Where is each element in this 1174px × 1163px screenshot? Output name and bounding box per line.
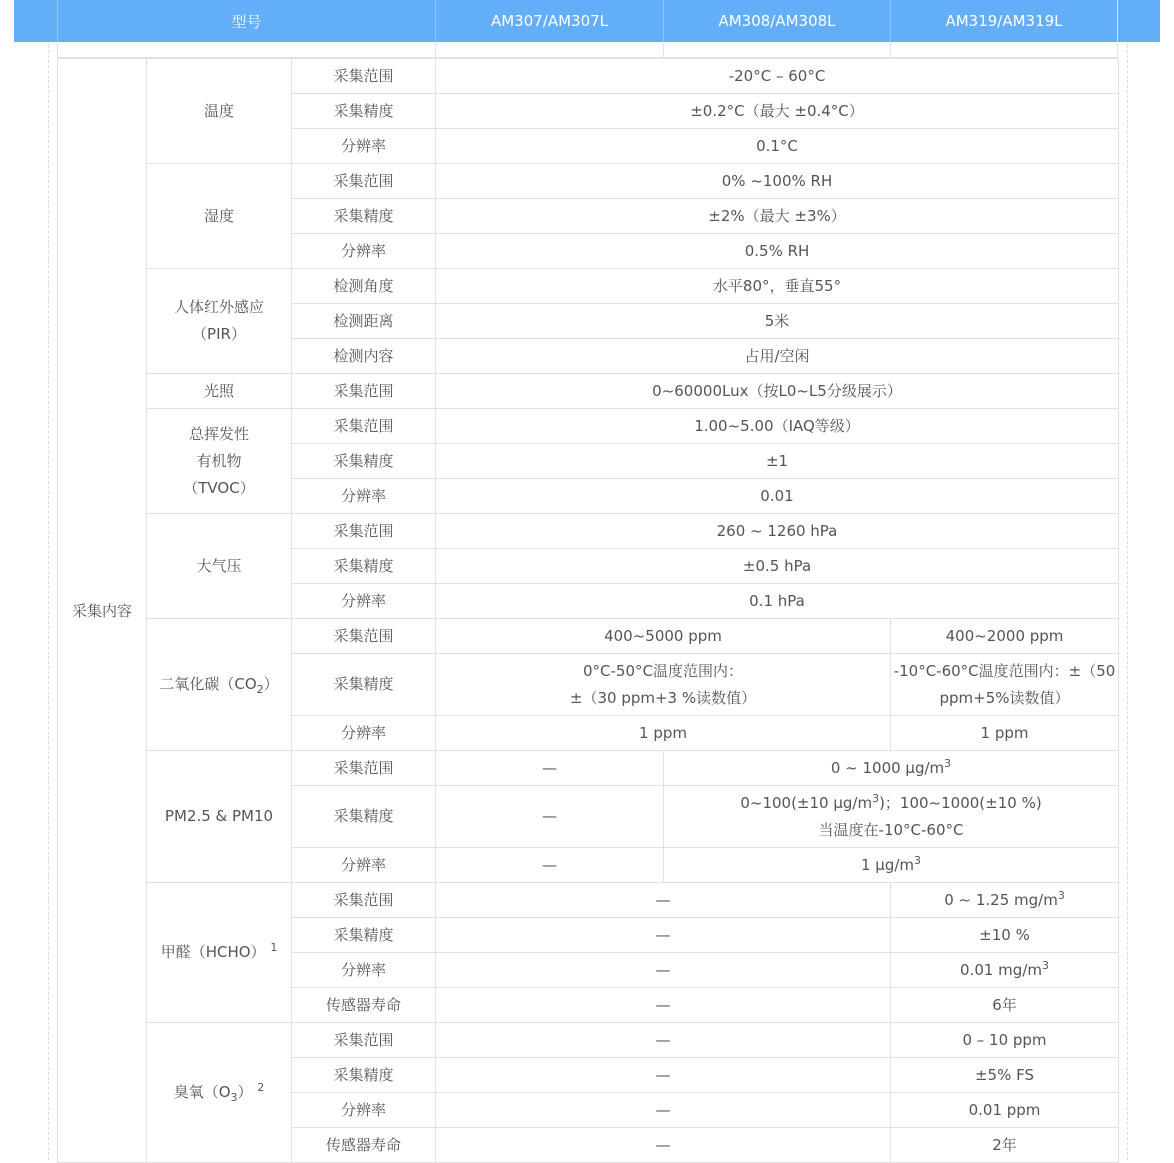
group-name-part: ） — [237, 1083, 253, 1101]
table-row — [58, 164, 1119, 199]
param-cell: 采集精度 — [292, 1058, 436, 1093]
table-row — [58, 269, 1119, 304]
value-cell: 1 ppm — [891, 716, 1119, 751]
model-am308-header: AM308/AM308L — [663, 0, 890, 42]
superscript: 3 — [1041, 958, 1049, 972]
value-cell: 400~5000 ppm — [436, 619, 891, 654]
group-o3 — [147, 1023, 292, 1163]
group-light: 光照 — [147, 374, 292, 409]
group-name-line: （PIR） — [192, 325, 246, 343]
param-cell: 采集范围 — [292, 409, 436, 444]
param-cell: 传感器寿命 — [292, 1128, 436, 1163]
value-cell: — — [436, 786, 664, 848]
value-cell — [891, 654, 1119, 716]
subscript: 3 — [230, 1091, 238, 1104]
value-cell — [664, 786, 1119, 848]
header-spacer-cell — [57, 42, 435, 58]
param-cell: 分辨率 — [292, 234, 436, 269]
header-spacer-cell — [435, 42, 663, 58]
value-cell: — — [436, 1093, 891, 1128]
footnote-marker: 1 — [270, 941, 278, 954]
value-line: 0°C-50°C温度范围内： — [583, 661, 743, 680]
value-cell: 0 – 10 ppm — [891, 1023, 1119, 1058]
table-row — [58, 409, 1119, 444]
param-cell: 采集范围 — [292, 1023, 436, 1058]
table-row — [58, 374, 1119, 409]
superscript: 3 — [944, 756, 952, 770]
value-part: 0~100(±10 μg/m — [740, 793, 873, 812]
value-part: 1 μg/m — [860, 855, 915, 874]
param-cell: 采集范围 — [292, 751, 436, 786]
value-cell — [891, 953, 1119, 988]
footnote-marker: 2 — [257, 1081, 265, 1094]
param-cell: 分辨率 — [292, 848, 436, 883]
param-cell: 分辨率 — [292, 716, 436, 751]
value-cell — [436, 654, 891, 716]
value-cell — [891, 883, 1119, 918]
value-cell — [664, 751, 1119, 786]
value-cell: 260 ~ 1260 hPa — [436, 514, 1119, 549]
group-pressure: 大气压 — [147, 514, 292, 619]
value-part: 0.01 mg/m — [960, 960, 1042, 979]
param-cell: 检测内容 — [292, 339, 436, 374]
table-row — [58, 59, 1119, 94]
value-cell: — — [436, 1128, 891, 1163]
value-cell: ±1 — [436, 444, 1119, 479]
value-cell: — — [436, 1058, 891, 1093]
right-guide-line — [1127, 0, 1128, 1160]
param-cell: 分辨率 — [292, 584, 436, 619]
value-cell: 水平80°，垂直55° — [436, 269, 1119, 304]
param-cell: 采集范围 — [292, 514, 436, 549]
section-label: 采集内容 — [58, 59, 147, 1163]
param-cell: 分辨率 — [292, 1093, 436, 1128]
param-cell: 采集精度 — [292, 654, 436, 716]
value-cell: — — [436, 848, 664, 883]
header-spacer-cell — [890, 42, 1117, 58]
value-line: ppm+5%读数值） — [939, 688, 1070, 707]
value-cell: ±2%（最大 ±3%） — [436, 199, 1119, 234]
table-row — [58, 514, 1119, 549]
value-part: 0 ~ 1.25 mg/m — [944, 890, 1058, 909]
group-temperature: 温度 — [147, 59, 292, 164]
param-cell: 采集精度 — [292, 444, 436, 479]
header-spacer-cell — [663, 42, 890, 58]
value-cell: 0.01 ppm — [891, 1093, 1119, 1128]
value-cell: 0.1 hPa — [436, 584, 1119, 619]
param-cell: 采集范围 — [292, 619, 436, 654]
table-row — [58, 751, 1119, 786]
param-cell: 采集精度 — [292, 549, 436, 584]
value-cell: 400~2000 ppm — [891, 619, 1119, 654]
value-cell: ±0.2°C（最大 ±0.4°C） — [436, 94, 1119, 129]
group-name-part: ） — [263, 675, 279, 693]
param-cell: 采集精度 — [292, 199, 436, 234]
param-cell: 采集范围 — [292, 59, 436, 94]
param-cell: 采集精度 — [292, 786, 436, 848]
left-guide-line — [48, 0, 49, 1160]
param-cell: 采集范围 — [292, 374, 436, 409]
value-cell: 2年 — [891, 1128, 1119, 1163]
value-cell: 1.00~5.00（IAQ等级） — [436, 409, 1119, 444]
param-cell: 采集精度 — [292, 94, 436, 129]
value-cell: 1 ppm — [436, 716, 891, 751]
table-header — [57, 0, 1118, 58]
group-name-line: （TVOC） — [183, 478, 255, 497]
group-name-part: 甲醛（HCHO） — [160, 943, 266, 961]
param-cell: 采集范围 — [292, 164, 436, 199]
value-cell: — — [436, 1023, 891, 1058]
value-line: ±（30 ppm+3 %读数值） — [569, 688, 757, 707]
value-cell: — — [436, 988, 891, 1023]
table-row — [58, 883, 1119, 918]
param-cell: 采集范围 — [292, 883, 436, 918]
value-cell: ±10 % — [891, 918, 1119, 953]
value-cell: — — [436, 953, 891, 988]
value-cell: 占用/空闲 — [436, 339, 1119, 374]
value-cell: -20°C – 60°C — [436, 59, 1119, 94]
group-humidity: 湿度 — [147, 164, 292, 269]
superscript: 3 — [914, 853, 922, 867]
param-cell: 检测角度 — [292, 269, 436, 304]
group-hcho — [147, 883, 292, 1023]
group-co2 — [147, 619, 292, 751]
model-am307-header: AM307/AM307L — [435, 0, 663, 42]
value-cell: ±5% FS — [891, 1058, 1119, 1093]
value-cell: — — [436, 883, 891, 918]
value-part: 0 ~ 1000 μg/m — [830, 758, 945, 777]
value-cell: 6年 — [891, 988, 1119, 1023]
group-name-line: 有机物 — [196, 451, 242, 470]
value-cell: 0% ~100% RH — [436, 164, 1119, 199]
value-cell: 0.01 — [436, 479, 1119, 514]
group-name-part: 二氧化碳（CO — [159, 675, 257, 693]
value-line: 当温度在-10°C-60°C — [818, 820, 964, 839]
value-cell: 0.1°C — [436, 129, 1119, 164]
group-name-line: 总挥发性 — [188, 424, 249, 443]
value-line: -10°C-60°C温度范围内：±（50 — [893, 661, 1116, 680]
param-cell: 分辨率 — [292, 129, 436, 164]
value-cell — [664, 848, 1119, 883]
subscript: 2 — [256, 683, 264, 696]
group-tvoc — [147, 409, 292, 514]
table-row — [58, 1023, 1119, 1058]
model-label-header: 型号 — [57, 0, 435, 42]
value-part: )；100~1000(±10 %) — [879, 793, 1042, 812]
value-cell: 0~60000Lux（按L0~L5分级展示） — [436, 374, 1119, 409]
value-cell: — — [436, 918, 891, 953]
superscript: 3 — [1057, 888, 1065, 902]
spec-table — [57, 58, 1119, 1163]
group-name-line: 人体红外感应 — [173, 298, 264, 316]
group-pir — [147, 269, 292, 374]
model-am319-header: AM319/AM319L — [890, 0, 1117, 42]
param-cell: 检测距离 — [292, 304, 436, 339]
param-cell: 分辨率 — [292, 479, 436, 514]
value-cell: 0.5% RH — [436, 234, 1119, 269]
param-cell: 采集精度 — [292, 918, 436, 953]
param-cell: 传感器寿命 — [292, 988, 436, 1023]
group-name-part: 臭氧（O — [173, 1083, 231, 1101]
value-cell: — — [436, 751, 664, 786]
value-cell: 5米 — [436, 304, 1119, 339]
superscript: 3 — [872, 791, 880, 805]
group-pm: PM2.5 & PM10 — [147, 751, 292, 883]
value-cell: ±0.5 hPa — [436, 549, 1119, 584]
param-cell: 分辨率 — [292, 953, 436, 988]
table-row — [58, 619, 1119, 654]
